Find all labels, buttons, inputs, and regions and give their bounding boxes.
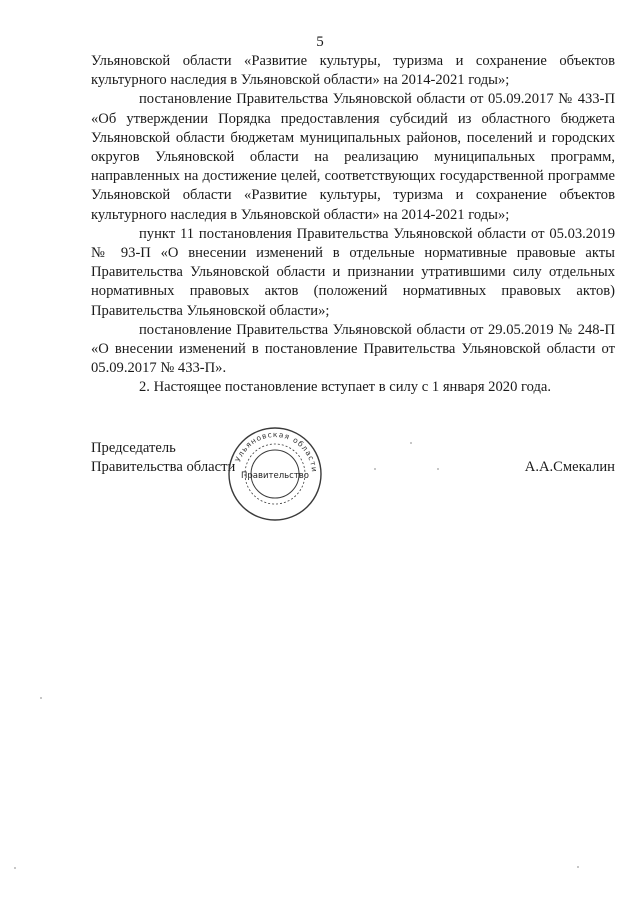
signatory-title-line-1: Председатель (91, 440, 176, 456)
signature-block (91, 439, 615, 539)
page-number: 5 (316, 34, 324, 50)
official-seal (227, 426, 323, 522)
scan-speck (14, 867, 16, 869)
scan-speck (437, 468, 439, 470)
scan-speck (577, 866, 579, 868)
signatory-title-line-2: Правительства области (91, 459, 236, 475)
svg-text:Ульяновская области: Ульяновская области (233, 429, 320, 474)
scan-speck (40, 697, 42, 699)
paragraph-5: 2. Настоящее постановление вступает в силу с 1 января 2020 года. (139, 379, 552, 396)
paragraph-2: постановление Правительства Ульяновской области от 05.09.2017 № 433-П «Об утверждении Порядка предоставления субсидий из областного бюджета Ульяновской области бюджетам муниципальных районов, поселений и городских округов Ульяновской области на реализацию муниципальных программ, направленных на достижение целей, соответствующих государственной программе Ульяновской области «Развитие культуры, туризма и сохранение объектов культурного наследия в Ульяновской области» на 2014-2021 годы»; (91, 91, 615, 223)
document-body (91, 52, 615, 398)
signatory-title (91, 439, 235, 477)
seal-graphic (227, 426, 323, 522)
scan-speck (374, 468, 376, 470)
paragraph-1: Ульяновской области «Развитие культуры, туризма и сохранение объектов культурного наследия в Ульяновской области» на 2014-2021 годы»; (91, 53, 615, 89)
paragraph-3: пункт 11 постановления Правительства Ульяновской области от 05.03.2019 № 93-П «О внесении изменений в отдельные нормативные правовые акты Правительства Ульяновской области и признании утратившими силу отдельных нормативных правовых актов (положений нормативных правовых актов) Правительства Ульяновской области»; (91, 225, 615, 319)
svg-text:Правительство: Правительство (241, 471, 309, 481)
paragraph-4: постановление Правительства Ульяновской области от 29.05.2019 № 248-П «О внесении изменений в постановление Правительства Ульяновской области от 05.09.2017 № 433-П». (91, 321, 615, 377)
signatory-name: А.А.Смекалин (524, 459, 615, 475)
scan-speck (410, 442, 412, 444)
